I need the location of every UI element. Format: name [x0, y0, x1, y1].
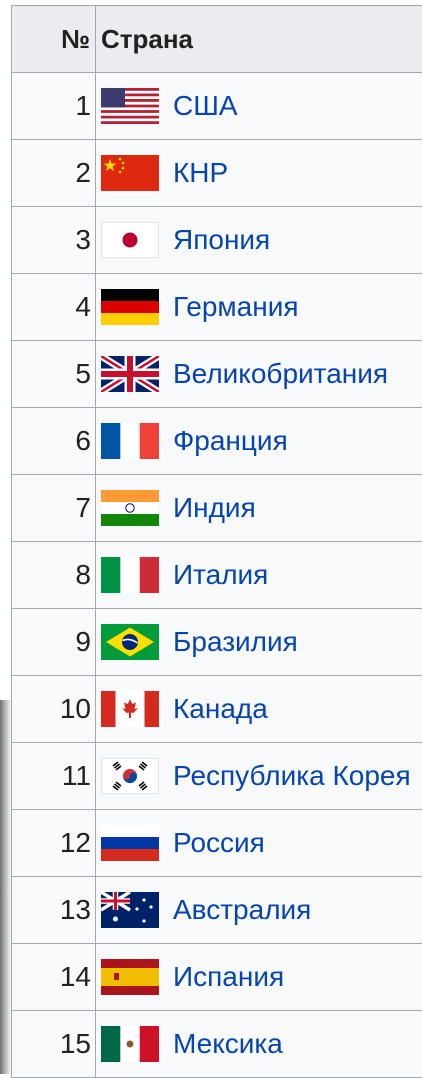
russia-flag-icon[interactable]	[101, 825, 159, 861]
country-link[interactable]: Мексика	[173, 1028, 283, 1060]
country-cell	[96, 944, 422, 1011]
country-link[interactable]: Франция	[173, 425, 288, 457]
table-row	[12, 743, 422, 810]
row-number: 7	[12, 475, 96, 542]
country-cell	[96, 73, 422, 140]
row-number: 9	[12, 609, 96, 676]
country-link[interactable]: Индия	[173, 492, 256, 524]
country-link[interactable]: Республика Корея	[173, 760, 411, 792]
row-number: 1	[12, 73, 96, 140]
country-link[interactable]: Россия	[173, 827, 265, 859]
china-flag-icon[interactable]	[101, 155, 159, 191]
country-cell	[96, 743, 422, 810]
country-link[interactable]: Великобритания	[173, 358, 388, 390]
row-number: 4	[12, 274, 96, 341]
table-row	[12, 475, 422, 542]
row-number: 10	[12, 676, 96, 743]
mexico-flag-icon[interactable]	[101, 1026, 159, 1062]
country-cell	[96, 877, 422, 944]
table-row	[12, 1011, 422, 1078]
country-cell	[96, 1011, 422, 1078]
spain-flag-icon[interactable]	[101, 959, 159, 995]
table-row	[12, 609, 422, 676]
australia-flag-icon[interactable]	[101, 892, 159, 928]
row-number: 11	[12, 743, 96, 810]
row-number: 5	[12, 341, 96, 408]
table-row	[12, 274, 422, 341]
country-cell	[96, 542, 422, 609]
country-cell	[96, 274, 422, 341]
country-cell	[96, 408, 422, 475]
country-link[interactable]: Италия	[173, 559, 268, 591]
country-link[interactable]: США	[173, 90, 238, 122]
country-link[interactable]: Испания	[173, 961, 284, 993]
row-number: 12	[12, 810, 96, 877]
country-cell	[96, 341, 422, 408]
table-row	[12, 944, 422, 1011]
row-number: 14	[12, 944, 96, 1011]
country-cell	[96, 207, 422, 274]
country-link[interactable]: Канада	[173, 693, 268, 725]
brazil-flag-icon[interactable]	[101, 624, 159, 660]
row-number: 6	[12, 408, 96, 475]
table-row	[12, 542, 422, 609]
row-number: 8	[12, 542, 96, 609]
germany-flag-icon[interactable]	[101, 289, 159, 325]
header-number[interactable]: №	[12, 6, 96, 73]
row-number: 13	[12, 877, 96, 944]
country-cell	[96, 475, 422, 542]
country-link[interactable]: Бразилия	[173, 626, 298, 658]
table-row	[12, 810, 422, 877]
country-link[interactable]: Япония	[173, 224, 270, 256]
row-number: 15	[12, 1011, 96, 1078]
usa-flag-icon[interactable]	[101, 88, 159, 124]
row-number: 3	[12, 207, 96, 274]
table-row	[12, 73, 422, 140]
japan-flag-icon[interactable]	[101, 222, 159, 258]
table-row	[12, 207, 422, 274]
country-table	[11, 5, 422, 1078]
table-row	[12, 877, 422, 944]
table-row	[12, 140, 422, 207]
south-korea-flag-icon[interactable]	[101, 758, 159, 794]
table-row	[12, 676, 422, 743]
country-link[interactable]: Австралия	[173, 894, 311, 926]
canada-flag-icon[interactable]	[101, 691, 159, 727]
row-number: 2	[12, 140, 96, 207]
country-cell	[96, 140, 422, 207]
india-flag-icon[interactable]	[101, 490, 159, 526]
table-header-row	[12, 6, 422, 73]
italy-flag-icon[interactable]	[101, 557, 159, 593]
country-link[interactable]: Германия	[173, 291, 299, 323]
uk-flag-icon[interactable]	[101, 356, 159, 392]
country-cell	[96, 676, 422, 743]
country-link[interactable]: КНР	[173, 157, 228, 189]
country-cell	[96, 810, 422, 877]
header-country[interactable]: Страна	[96, 6, 422, 73]
table-row	[12, 408, 422, 475]
country-cell	[96, 609, 422, 676]
table-row	[12, 341, 422, 408]
france-flag-icon[interactable]	[101, 423, 159, 459]
